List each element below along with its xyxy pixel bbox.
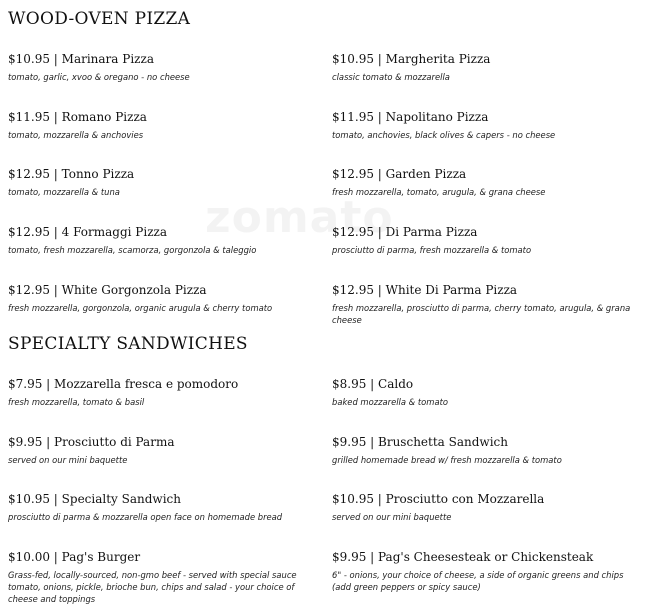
item-name: $12.95 | Di Parma Pizza <box>332 225 478 239</box>
item-name: $10.00 | Pag's Burger <box>8 550 141 564</box>
item-name: $7.95 | Mozzarella fresca e pomodoro <box>8 377 239 391</box>
menu-item-white-di-parma-pizza <box>332 283 632 326</box>
item-description: 6" - onions, your choice of cheese, a side of organic greens and chips (add green peppers or spicy sauce) <box>332 570 624 592</box>
menu-item-mozzarella-fresca <box>8 377 308 408</box>
menu-item-di-parma-pizza <box>332 225 632 256</box>
item-name: $12.95 | Garden Pizza <box>332 167 467 181</box>
menu-item-prosciutto-con-mozzarella <box>332 492 632 523</box>
item-description: tomato, fresh mozzarella, scamorza, gorgonzola & taleggio <box>8 245 257 255</box>
item-description: Grass-fed, locally-sourced, non-gmo beef - served with special sauce tomato, onions, pickle, brioche bun, chips and salad - your choice of cheese and toppings <box>8 570 297 604</box>
item-description: tomato, mozzarella & tuna <box>8 187 120 197</box>
menu-item-4-formaggi-pizza <box>8 225 308 256</box>
item-description: prosciutto di parma & mozzarella open face on homemade bread <box>8 512 283 522</box>
item-description: served on our mini baquette <box>332 512 452 522</box>
item-description: tomato, mozzarella & anchovies <box>8 130 144 140</box>
item-name: $12.95 | 4 Formaggi Pizza <box>8 225 167 239</box>
menu-item-prosciutto-di-parma <box>8 435 308 466</box>
menu-item-tonno-pizza <box>8 167 308 198</box>
menu-item-garden-pizza <box>332 167 632 198</box>
item-name: $11.95 | Romano Pizza <box>8 110 147 124</box>
item-name: $10.95 | Marinara Pizza <box>8 52 154 66</box>
item-name: $12.95 | White Di Parma Pizza <box>332 283 518 297</box>
item-description: served on our mini baquette <box>8 455 128 465</box>
item-name: $10.95 | Specialty Sandwich <box>8 492 181 506</box>
menu-item-napolitano-pizza <box>332 110 632 141</box>
item-description: prosciutto di parma, fresh mozzarella & tomato <box>332 245 532 255</box>
menu-item-margherita-pizza <box>332 52 632 83</box>
item-name: $12.95 | Tonno Pizza <box>8 167 135 181</box>
item-description: grilled homemade bread w/ fresh mozzarella & tomato <box>332 455 562 465</box>
item-description: fresh mozzarella, gorgonzola, organic arugula & cherry tomato <box>8 303 273 313</box>
menu-item-pags-cheesesteak <box>332 550 632 593</box>
item-description: classic tomato & mozzarella <box>332 72 450 82</box>
item-description: fresh mozzarella, tomato, arugula, & grana cheese <box>332 187 546 197</box>
section-title-pizza: WOOD-OVEN PIZZA <box>8 9 191 29</box>
item-name: $10.95 | Prosciutto con Mozzarella <box>332 492 545 506</box>
item-name: $9.95 | Pag's Cheesesteak or Chickensteak <box>332 550 594 564</box>
item-name: $11.95 | Napolitano Pizza <box>332 110 489 124</box>
item-description: baked mozzarella & tomato <box>332 397 448 407</box>
item-description: tomato, anchovies, black olives & capers - no cheese <box>332 130 556 140</box>
menu-item-pags-burger <box>8 550 308 605</box>
item-name: $9.95 | Prosciutto di Parma <box>8 435 175 449</box>
item-description: fresh mozzarella, tomato & basil <box>8 397 145 407</box>
section-title-sandwiches: SPECIALTY SANDWICHES <box>8 334 248 354</box>
menu-item-specialty-sandwich <box>8 492 308 523</box>
menu-item-marinara-pizza <box>8 52 308 83</box>
item-description: tomato, garlic, xvoo & oregano - no cheese <box>8 72 190 82</box>
menu-item-bruschetta-sandwich <box>332 435 632 466</box>
item-name: $10.95 | Margherita Pizza <box>332 52 491 66</box>
item-name: $8.95 | Caldo <box>332 377 414 391</box>
item-name: $12.95 | White Gorgonzola Pizza <box>8 283 207 297</box>
menu-item-caldo <box>332 377 632 408</box>
menu-item-romano-pizza <box>8 110 308 141</box>
menu-item-white-gorgonzola-pizza <box>8 283 308 314</box>
item-name: $9.95 | Bruschetta Sandwich <box>332 435 508 449</box>
item-description: fresh mozzarella, prosciutto di parma, cherry tomato, arugula, & grana cheese <box>332 303 631 325</box>
